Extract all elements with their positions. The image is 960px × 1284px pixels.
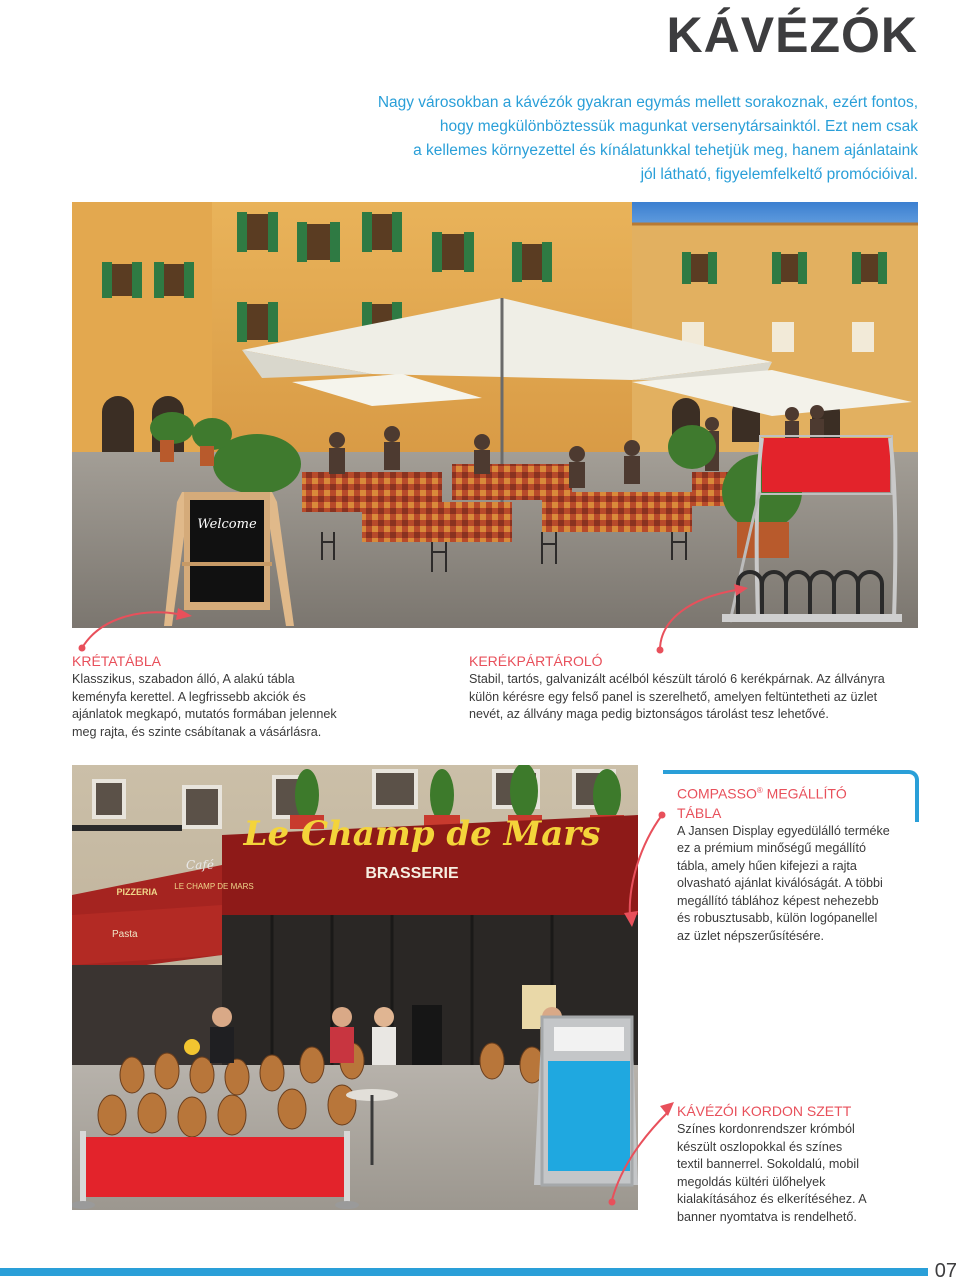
piazza-scene xyxy=(72,202,918,628)
brasserie-scene xyxy=(72,765,638,1210)
page-number: 07 xyxy=(934,1260,957,1282)
section-text-line: ajánlatok megkapó, mutatós formában jelennek xyxy=(72,707,337,721)
section-text-line: A Jansen Display egyedülálló terméke xyxy=(677,823,890,838)
section-text-line: banner nyomtatva is rendelhető. xyxy=(677,1209,857,1224)
section-text-line: keményfa kerettel. A legfrissebb akciók és xyxy=(72,689,306,704)
section-text-line: Színes kordonrendszer krómból xyxy=(677,1122,855,1136)
section-text-line: textil bannerrel. Sokoldalú, mobil xyxy=(677,1157,860,1171)
arrow-kerekpartarolo xyxy=(640,570,760,660)
intro-line: jól látható, figyelemfelkeltő promócióival. xyxy=(640,166,918,183)
cafe-sign: Café xyxy=(186,858,214,872)
section-text-line: és robusztusabb, külön logópanellel xyxy=(677,911,878,926)
heading-brand: COMPASSO xyxy=(677,785,757,802)
chalkboard-text: Welcome xyxy=(197,517,257,532)
section-text-line: kialakításához és elkerítéséhez. A xyxy=(677,1192,867,1206)
section-heading: KÁVÉZÓI KORDON SZETT xyxy=(677,1103,852,1119)
registered-mark: ® xyxy=(756,786,763,795)
section-compasso xyxy=(677,781,890,945)
intro-paragraph xyxy=(298,91,918,187)
section-kordon xyxy=(677,1102,867,1226)
footer-bar xyxy=(0,1268,928,1276)
awning-text: Pasta xyxy=(112,929,138,940)
pizzeria-sign: PIZZERIA xyxy=(116,887,158,897)
section-kerekpartarolo xyxy=(469,652,885,724)
intro-line: Nagy városokban a kávézók gyakran egymás mellett sorakoznak, ezért fontos, xyxy=(377,94,918,111)
piazza-cafe-photo xyxy=(72,202,918,628)
heading-rest: MEGÁLLÍTÓ xyxy=(762,785,847,802)
intro-line: a kellemes környezettel és kínálatunkkal tehetjük meg, hanem ajánlataink xyxy=(413,142,918,159)
section-text-line: Klasszikus, szabadon álló, A alakú tábla xyxy=(72,672,295,686)
intro-line: hogy megkülönböztessük magunkat versenytársainktól. Ezt nem csak xyxy=(439,118,918,135)
section-heading xyxy=(677,781,890,804)
section-text-line: olvasható ajánlat kiválóságát. A többi xyxy=(677,876,883,891)
section-text-line: készült oszlopokkal és színes xyxy=(677,1139,843,1154)
section-text-line: megállító táblához képest nehezebb xyxy=(677,893,879,908)
section-text-line: az üzlet népszerűsítésére. xyxy=(677,928,825,943)
section-text-line: meg rajta, és szinte csábítanak a vásárlásra. xyxy=(72,724,322,739)
brasserie-photo xyxy=(72,765,638,1210)
brasserie-main-sign: Le Champ de Mars xyxy=(243,814,601,854)
section-text-line: nevét, az állvány maga pedig biztonságos tárolást tesz lehetővé. xyxy=(469,707,829,721)
section-text-line: tábla, amely hűen kifejezi a rajta xyxy=(677,858,857,873)
section-heading: KERÉKPÁRTÁROLÓ xyxy=(469,653,603,669)
section-text-line: megoldás kültéri ülőhelyek xyxy=(677,1174,826,1189)
section-kretatabla xyxy=(72,652,337,741)
side-sign: LE CHAMP DE MARS xyxy=(174,882,254,891)
section-text-line: Stabil, tartós, galvanizált acélból készült tároló 6 kerékpárnak. Az állványra xyxy=(469,672,885,686)
section-heading: KRÉTATÁBLA xyxy=(72,653,161,669)
arrow-compasso xyxy=(600,805,680,945)
section-text-line: külön kérésre egy felső panel is szerelhető, amelyen feltüntetheti az üzlet xyxy=(469,689,878,704)
section-text-line: ez a prémium minőségű megállító xyxy=(677,841,866,856)
page-title: KÁVÉZÓK xyxy=(666,7,918,63)
section-heading-line2: TÁBLA xyxy=(677,804,722,821)
brasserie-sub-sign: BRASSERIE xyxy=(365,865,459,882)
